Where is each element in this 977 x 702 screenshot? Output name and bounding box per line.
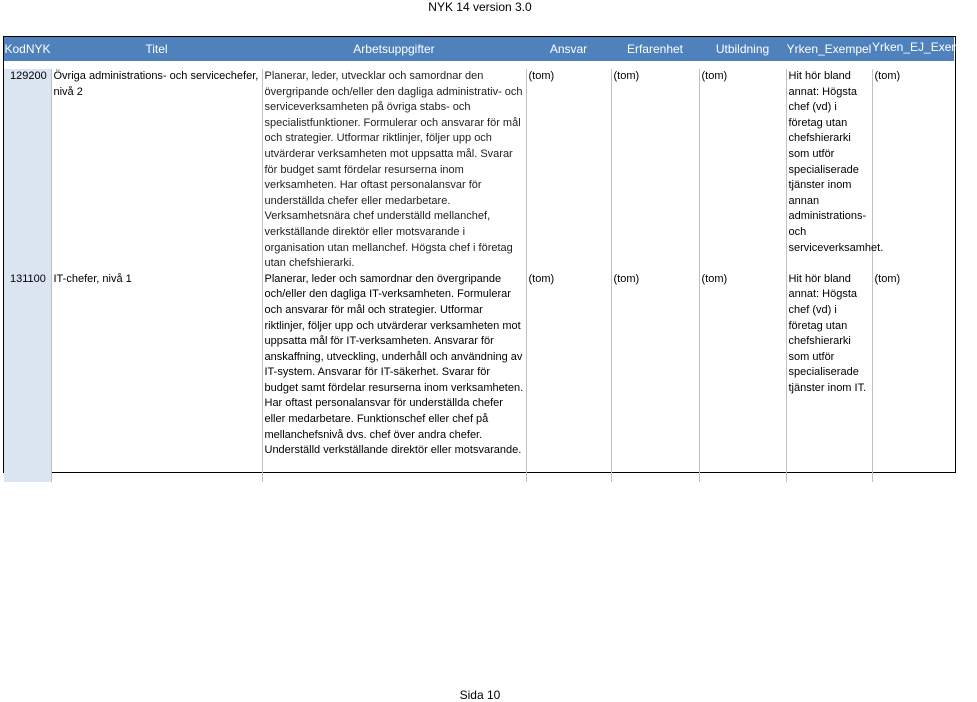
page-number: Sida 10 bbox=[459, 688, 501, 702]
column-header-yrken-ej-exempel: Yrken_EJ_Exempel bbox=[872, 37, 954, 61]
cell-yrken-exempel: Hit hör bland annat: Högsta chef (vd) i företag utan chefshierarki som utför specialiserade tjänster inom annan administrations- och serviceverksamhet. bbox=[786, 69, 872, 272]
cell-ansvar: (tom) bbox=[526, 69, 611, 272]
cell-utbildning: (tom) bbox=[699, 272, 786, 482]
cell-arbetsuppgifter: Planerar, leder och samordnar den övergripande och/eller den dagliga IT-verksamheten. Formulerar och ansvarar för mål och strategier. Utformar riktlinjer, följer upp och utvärderar verksamheten mot uppsatta mål för IT-verksamheten. Ansvarar för anskaffning, utveckling, underhåll och användning av IT-system. Ansvarar för IT-säkerhet. Svarar för budget samt fördelar resurserna inom verksamheten. Har oftast personalansvar för underställda chefer eller medarbetare. Funktionschef eller chef på mellanchefsnivå dvs. chef över andra chefer. Underställd verkställande direktör eller motsvarande. bbox=[262, 272, 526, 482]
table-row bbox=[4, 69, 954, 272]
table-row bbox=[4, 272, 954, 482]
cell-yrken-exempel: Hit hör bland annat: Högsta chef (vd) i företag utan chefshierarki som utför specialiserade tjänster inom IT. bbox=[786, 272, 872, 482]
column-header-erfarenhet: Erfarenhet bbox=[611, 37, 699, 61]
cell-erfarenhet: (tom) bbox=[611, 69, 699, 272]
table-header-row bbox=[4, 37, 954, 61]
cell-titel: Övriga administrations- och servicechefer, nivå 2 bbox=[51, 69, 262, 272]
cell-ansvar: (tom) bbox=[526, 272, 611, 482]
cell-yrken-ej-exempel: (tom) bbox=[872, 272, 954, 482]
cell-utbildning: (tom) bbox=[699, 69, 786, 272]
column-header-utbildning: Utbildning bbox=[699, 37, 786, 61]
column-header-arbetsuppgifter: Arbetsuppgifter bbox=[262, 37, 526, 61]
column-header-kodnyk: KodNYK bbox=[4, 37, 51, 61]
occupation-table bbox=[3, 36, 977, 473]
cell-erfarenhet: (tom) bbox=[611, 272, 699, 482]
column-header-yrken-exempel: Yrken_Exempel bbox=[786, 37, 872, 61]
cell-titel: IT-chefer, nivå 1 bbox=[51, 272, 262, 482]
column-header-titel: Titel bbox=[51, 37, 262, 61]
column-header-ansvar: Ansvar bbox=[526, 37, 611, 61]
cell-yrken-ej-exempel: (tom) bbox=[872, 69, 954, 272]
cell-kod: 129200 bbox=[4, 69, 51, 272]
cell-kod: 131100 bbox=[4, 272, 51, 482]
cell-arbetsuppgifter: Planerar, leder, utvecklar och samordnar den övergripande och/eller den dagliga administrativ- och serviceverksamheten på övriga stabs- och specialistfunktioner. Formulerar och ansvarar för mål och strategier. Utformar riktlinjer, följer upp och utvärderar verksamheten mot uppsatta mål. Svarar för budget samt fördelar resurserna inom verksamheten. Har oftast personalansvar för underställda chefer eller medarbetare. Verksamhetsnära chef underställd mellanchef, verkställande direktör eller motsvarande i organisation utan mellanchef. Högsta chef i företag utan chefshierarki. bbox=[262, 69, 526, 272]
document-header-title: NYK 14 version 3.0 bbox=[428, 0, 532, 14]
occupation-table-grid bbox=[4, 37, 977, 482]
